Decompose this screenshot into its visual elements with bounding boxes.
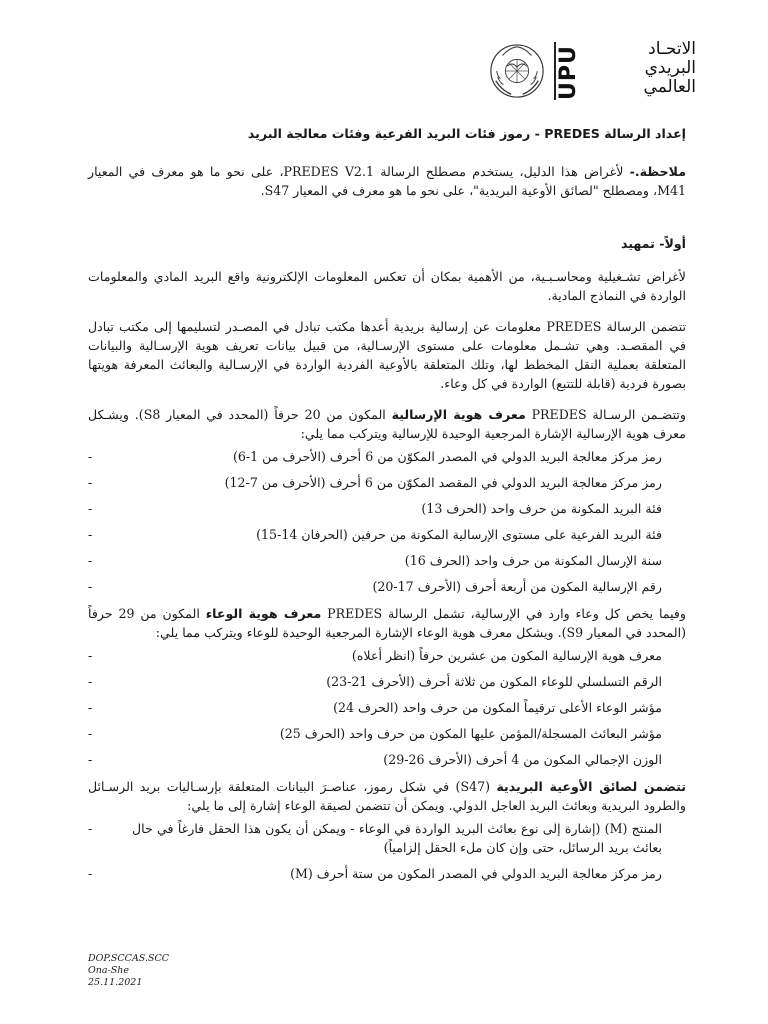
paragraph-3-end: المكون من 20 حرفاً (المحدد في المعيار S8). ويشـكل معرف هوية الإرسالية الإشارة المرجعية الوحيدة للإرسالية ويتركب مما يلي:: [88, 407, 686, 441]
list-item-text: رقم الإرسالية المكون من أربعة أحرف (الأحرف 17-20): [372, 579, 662, 594]
list-item-text: مؤشر البعائث المسجلة/المؤمن عليها المكون من حرف واحد (الحرف 25): [279, 726, 662, 741]
list-item: - رمز مركز معالجة البريد الدولي في المصدر المكون من ستة أحرف (M): [88, 866, 662, 881]
list-item: - فئة البريد الفرعية على مستوى الإرسالية المكونة من حرفين (الحرفان 14-15): [88, 527, 662, 542]
upu-emblem-icon: [488, 42, 546, 100]
receptacle-id-term: معرف هوية الوعاء: [205, 606, 322, 621]
document-footer: [88, 953, 288, 989]
paragraph-1: لأغراض تشـغيلية ومحاسـبـية، من الأهمية بمكان أن تعكس المعلومات الإلكترونية واقع البريد المادي والمعلومات الواردة في النماذج المادية.: [88, 269, 686, 303]
list-item: - رمز مركز معالجة البريد الدولي في المقصد المكوّن من 6 أحرف (الأحرف من 7-12): [88, 475, 662, 490]
list-item-text: رمز مركز معالجة البريد الدولي في المصدر المكون من ستة أحرف (M): [290, 866, 662, 881]
list-item: - معرف هوية الإرسالية المكون من عشرين حرفاً (انظر أعلاه): [88, 648, 662, 663]
org-name-line-3: العالمي: [643, 77, 696, 97]
list-item-text: المنتج (M) (إشارة إلى نوع بعائث البريد الواردة في الوعاء - ويمكن أن يكون هذا الحقل فارغاً في حال بعائث بريد الرسائل، حتى وإن كان ملء الحقل إلزامياً): [132, 821, 663, 855]
list-item-text: الوزن الإجمالي المكون من 4 أحرف (الأحرف 26-29): [383, 752, 662, 767]
list-item: - المنتج (M) (إشارة إلى نوع بعائث البريد الواردة في الوعاء - ويمكن أن يكون هذا الحقل فارغاً في حال بعائث بريد الرسائل، حتى وإن كان ملء الحقل إلزامياً): [88, 821, 663, 855]
org-name-line-1: الاتحـاد: [648, 39, 696, 59]
list-item-text: فئة البريد الفرعية على مستوى الإرسالية المكونة من حرفين (الحرفان 14-15): [256, 527, 662, 542]
paragraph-4-end: المكون من 29 حرفاً (المحدد في المعيار S9). ويشكل معرف هوية الوعاء الإشارة المرجعية الوحيدة للوعاء ويتركب مما يلي:: [88, 606, 686, 640]
receptacle-labels-term: تتضمن لصائق الأوعية البريدية: [496, 779, 686, 794]
document-title: إعداد الرسالة PREDES - رموز فئات البريد الفرعية وفئات معالجة البريد: [247, 126, 686, 141]
paragraph-2: تتضمن الرسالة PREDES معلومات عن إرسالية بريدية أعدها مكتب تبادل في المصـدر لتسليمها إلى مكتب تبادل في المقصـد. وهي تشـمل معلومات على مستوى الإرسـالية، من قبيل بيانات تعريف هوية الإرسـالية والبيانات المتعلقة بعملية النقل المخطط لها، وتلك المتعلقة بالأوعية الفردية الواردة في الإرسـالية والبعائث المعرفة هويتها بصورة فردية (قابلة للتتبع) الواردة في كل وعاء.: [88, 319, 687, 391]
paragraph-5-end: (S47) في شكل رموز، عناصـرَ البيانات المتعلقة بإرسـاليات بريد الرسـائل والطرود البريدية وبعائث البريد العاجل الدولي. ويمكن أن تتضمن لصيقة الوعاء إشارة إلى ما يلي:: [88, 779, 686, 813]
list-item: - فئة البريد المكونة من حرف واحد (الحرف 13): [88, 501, 662, 516]
document-body: [88, 124, 686, 891]
logo-upu-text: UPU: [556, 45, 581, 100]
footer-reference: DOP.SCCAS.SCC: [88, 953, 170, 964]
list-item-text: فئة البريد المكونة من حرف واحد (الحرف 13): [421, 501, 662, 516]
paragraph-4: [88, 604, 686, 642]
paragraph-4-start: وفيما يخص كل وعاء وارد في الإرسالية، تشمل الرسالة PREDES: [321, 606, 687, 621]
list-item-text: الرقم التسلسلي للوعاء المكون من ثلاثة أحرف (الأحرف 21-23): [326, 674, 662, 689]
list-item-text: معرف هوية الإرسالية المكون من عشرين حرفاً (انظر أعلاه): [351, 648, 662, 663]
list-item: - الوزن الإجمالي المكون من 4 أحرف (الأحرف 26-29): [88, 752, 662, 767]
list-item-text: رمز مركز معالجة البريد الدولي في المصدر المكوّن من 6 أحرف (الأحرف من 1-6): [232, 449, 662, 464]
note-label: ملاحظة.-: [629, 164, 686, 179]
dispatch-id-term: معرف هوية الإرسالية: [391, 407, 526, 422]
organization-name: [596, 40, 696, 97]
list-item: - سنة الإرسال المكونة من حرف واحد (الحرف 16): [88, 553, 662, 568]
receptacle-id-list: [88, 646, 686, 769]
receptacle-label-list: [88, 819, 686, 883]
list-item: - رقم الإرسالية المكون من أربعة أحرف (الأحرف 17-20): [88, 579, 662, 594]
list-item: - رمز مركز معالجة البريد الدولي في المصدر المكوّن من 6 أحرف (الأحرف من 1-6): [88, 449, 662, 464]
section-heading: أولاً- تمهيد: [620, 236, 686, 251]
paragraph-3: [88, 405, 686, 443]
list-item-text: رمز مركز معالجة البريد الدولي في المقصد المكوّن من 6 أحرف (الأحرف من 7-12): [224, 475, 662, 490]
note-text: لأغراض هذا الدليل، يستخدم مصطلح الرسالة PREDES V2.1، على نحو ما هو معرف في المعيار M41، ومصطلح "لصائق الأوعية البريدية"، على نحو ما هو معرف في المعيار S47.: [88, 164, 686, 198]
dispatch-id-list: [88, 447, 686, 596]
list-item-text: سنة الإرسال المكونة من حرف واحد (الحرف 16): [404, 553, 662, 568]
page-header: [488, 38, 696, 108]
list-item: - مؤشر البعائث المسجلة/المؤمن عليها المكون من حرف واحد (الحرف 25): [88, 726, 662, 741]
list-item-text: مؤشر الوعاء الأعلى ترقيماً المكون من حرف واحد (الحرف 24): [333, 700, 662, 715]
list-item: - الرقم التسلسلي للوعاء المكون من ثلاثة أحرف (الأحرف 21-23): [88, 674, 662, 689]
list-item: - مؤشر الوعاء الأعلى ترقيماً المكون من حرف واحد (الحرف 24): [88, 700, 662, 715]
footer-author: Ona-She: [88, 965, 130, 976]
paragraph-5: [88, 777, 686, 815]
note-paragraph: [88, 162, 686, 200]
footer-date: 25.11.2021: [88, 977, 143, 988]
paragraph-3-start: وتتضـمن الرسـالة PREDES: [525, 407, 686, 422]
org-name-line-2: البريدي: [644, 58, 696, 78]
